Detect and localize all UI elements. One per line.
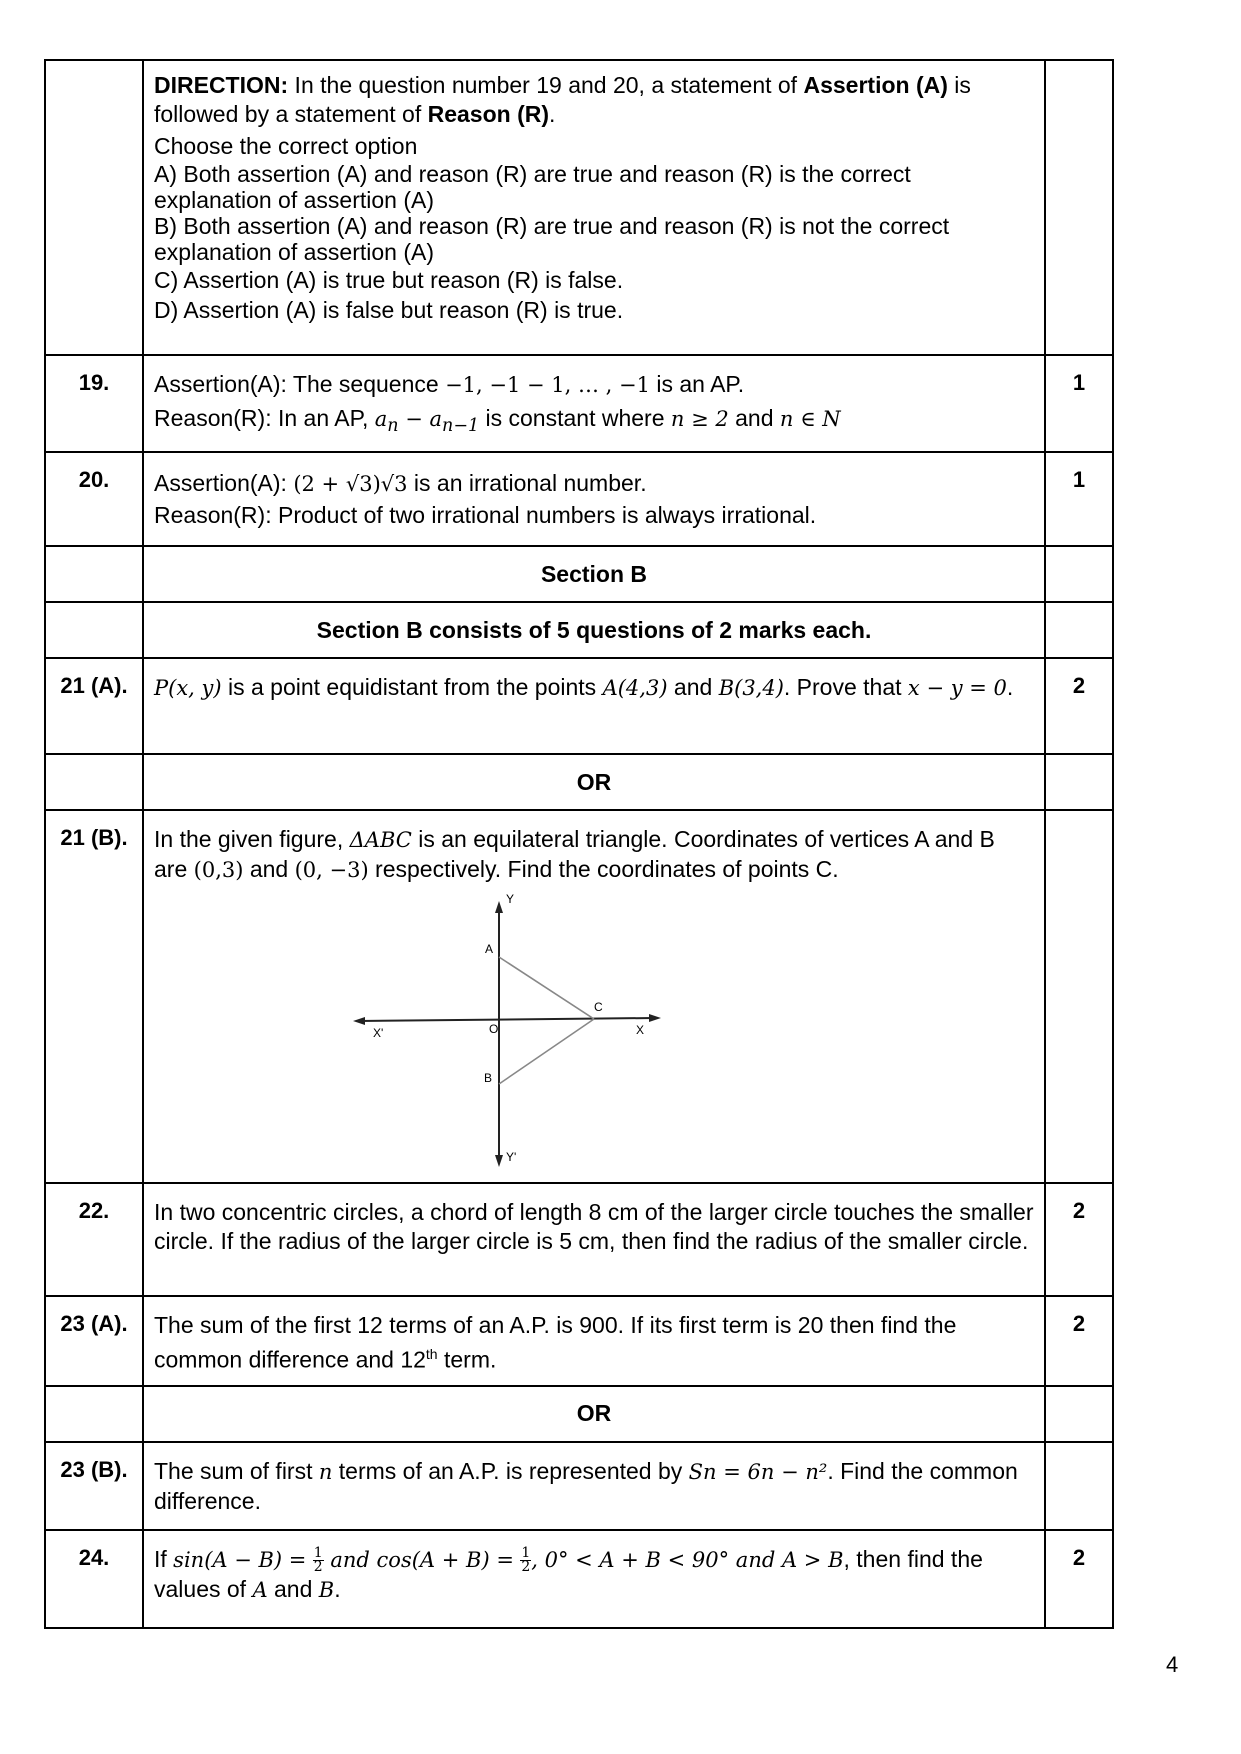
direction-text-2: is followed by a statement of xyxy=(154,72,971,127)
variable-b: B xyxy=(318,1577,335,1602)
reason-and: and xyxy=(728,405,780,431)
point-a: A(4,3) xyxy=(602,676,668,701)
label-o: O xyxy=(489,1022,499,1037)
question-row-21b xyxy=(45,810,1113,1183)
question-number: 23 (A). xyxy=(45,1296,143,1386)
text-1: The sum of first xyxy=(154,1457,319,1484)
coordinate-figure xyxy=(349,889,669,1169)
question-text: In two concentric circles, a chord of length 8 cm of the larger circle touches the smaller circle. If the radius of the larger circle is 5 cm, then find the radius of the smaller circle. xyxy=(143,1183,1045,1296)
section-subtitle: Section B consists of 5 questions of 2 marks each. xyxy=(143,602,1045,658)
text-1: The sum of the first 12 terms of an A.P. is 900. If its first term is 20 then find the common difference and 12 xyxy=(154,1312,957,1373)
fraction-numerator: 1 xyxy=(313,1545,323,1562)
sequence-math: −1, −1 − 1, … , −1 xyxy=(445,373,650,397)
equation: x − y = 0 xyxy=(907,676,1007,701)
text-2: terms of an A.P. is represented by xyxy=(332,1457,689,1484)
marks-cell xyxy=(1045,754,1113,810)
text-3: . Prove that xyxy=(783,674,908,701)
text-2: and xyxy=(667,674,719,701)
option-b: B) Both assertion (A) and reason (R) are true and reason (R) is not the correct explanation of assertion (A) xyxy=(154,213,950,265)
label-y-prime: Y' xyxy=(506,1150,517,1165)
question-number: 20. xyxy=(45,452,143,546)
marks: 2 xyxy=(1045,1183,1113,1296)
number-cell xyxy=(45,1386,143,1442)
question-number: 21 (A). xyxy=(45,658,143,754)
text-3: and xyxy=(243,856,295,883)
fraction-numerator: 1 xyxy=(521,1545,531,1562)
question-text xyxy=(143,452,1045,546)
assertion-bold: Assertion (A) xyxy=(803,72,948,98)
marks-cell xyxy=(1045,810,1113,1183)
x-arrow-left xyxy=(353,1017,365,1025)
reason-prefix: Reason(R): In an AP, xyxy=(154,405,375,431)
question-number: 22. xyxy=(45,1183,143,1296)
direction-row xyxy=(45,60,1113,355)
marks-cell xyxy=(1045,1386,1113,1442)
assertion-line xyxy=(154,370,1034,400)
question-text xyxy=(143,810,1045,1183)
label-a: A xyxy=(485,942,494,957)
question-row-23b xyxy=(45,1442,1113,1530)
x-axis xyxy=(359,1018,654,1021)
fraction-half xyxy=(313,1547,324,1574)
variable-a: A xyxy=(252,1577,268,1602)
reason-bold: Reason (R) xyxy=(427,101,550,127)
or-label: OR xyxy=(143,754,1045,810)
text-3: . Find the common difference. xyxy=(154,1457,1018,1514)
fraction-half xyxy=(520,1547,531,1574)
direction-text-1: In the question number 19 and 20, a statement of xyxy=(288,72,804,98)
an-minus-an1: $a_n - a_{n-1}$ xyxy=(374,407,480,437)
text-4: respectively. Find the coordinates of points C. xyxy=(368,856,839,883)
label-x: X xyxy=(636,1023,645,1038)
label-y: Y xyxy=(506,892,515,907)
label-b: B xyxy=(484,1071,493,1086)
question-row-23a xyxy=(45,1296,1113,1386)
text-1: In the given figure, xyxy=(154,826,350,853)
marks: 2 xyxy=(1045,658,1113,754)
question-row-19 xyxy=(45,355,1113,452)
assertion-prefix: Assertion(A): xyxy=(154,470,294,497)
or-label: OR xyxy=(143,1386,1045,1442)
text-1: is a point equidistant from the points xyxy=(221,674,603,701)
x-arrow-right xyxy=(649,1014,661,1022)
condition-2: n ∈ N xyxy=(779,407,841,431)
y-arrow-up xyxy=(495,901,503,913)
text-if: If xyxy=(154,1545,174,1572)
question-row-24 xyxy=(45,1530,1113,1628)
section-b-subtitle-row xyxy=(45,602,1113,658)
question-text xyxy=(143,1530,1045,1628)
question-number: 21 (B). xyxy=(45,810,143,1183)
label-c: C xyxy=(594,1000,603,1015)
number-cell xyxy=(45,754,143,810)
fraction-denominator: 2 xyxy=(521,1559,531,1576)
marks-cell xyxy=(1045,60,1113,355)
or-row xyxy=(45,754,1113,810)
text-4: . xyxy=(1006,674,1014,701)
assertion-suffix: is an irrational number. xyxy=(407,470,647,497)
condition-1: n ≥ 2 xyxy=(670,407,729,431)
number-cell xyxy=(45,602,143,658)
marks: 2 xyxy=(1045,1530,1113,1628)
direction-label: DIRECTION: xyxy=(154,72,289,98)
assertion-line xyxy=(154,469,1034,499)
reason-mid: is constant where xyxy=(479,405,671,431)
choose-line: Choose the correct option xyxy=(154,133,418,159)
fraction-denominator: 2 xyxy=(313,1559,323,1576)
point-b: B(3,4) xyxy=(718,676,784,701)
page-number: 4 xyxy=(1166,1652,1179,1677)
text-2: . xyxy=(334,1575,341,1602)
question-row-22 xyxy=(45,1183,1113,1296)
text-2: term. xyxy=(437,1346,497,1373)
option-c: C) Assertion (A) is true but reason (R) is false. xyxy=(154,267,624,293)
marks-cell xyxy=(1045,602,1113,658)
superscript-th: th xyxy=(425,1346,438,1363)
number-cell xyxy=(45,60,143,355)
question-text xyxy=(143,658,1045,754)
point-p: P(x, y) xyxy=(154,676,222,701)
cos-expression: and cos(A + B) = xyxy=(323,1547,514,1572)
sn-formula: Sn = 6n − n² xyxy=(688,1459,828,1484)
side-ac xyxy=(499,957,594,1019)
question-text xyxy=(143,1296,1045,1386)
direction-text xyxy=(143,60,1045,355)
sin-expression: sin(A − B) = xyxy=(173,1547,307,1572)
question-row-20 xyxy=(45,452,1113,546)
coord-a: (0,3) xyxy=(193,858,244,883)
assertion-prefix: Assertion(A): The sequence xyxy=(154,371,446,397)
option-a: A) Both assertion (A) and reason (R) are true and reason (R) is the correct explanation of assertion (A) xyxy=(154,161,911,213)
coord-b: (0, −3) xyxy=(294,858,369,883)
marks: 1 xyxy=(1045,355,1113,452)
side-bc xyxy=(499,1019,594,1084)
section-b-title-row xyxy=(45,546,1113,602)
or-row xyxy=(45,1386,1113,1442)
number-cell xyxy=(45,546,143,602)
question-table xyxy=(44,59,1114,1629)
section-title: Section B xyxy=(143,546,1045,602)
marks-cell xyxy=(1045,1442,1113,1530)
y-arrow-down xyxy=(495,1155,503,1167)
text-1: , then find the values of xyxy=(154,1545,983,1602)
question-number: 24. xyxy=(45,1530,143,1628)
assertion-suffix: is an AP. xyxy=(649,371,745,397)
angle-condition: , 0° < A + B < 90° and A > B xyxy=(531,1547,844,1572)
question-number: 23 (B). xyxy=(45,1442,143,1530)
label-x-prime: X' xyxy=(373,1026,384,1041)
question-text xyxy=(143,1442,1045,1530)
text-and: and xyxy=(267,1575,319,1602)
question-number: 19. xyxy=(45,355,143,452)
variable-n: n xyxy=(318,1459,333,1484)
direction-text-3: . xyxy=(549,101,556,127)
reason-line: Reason(R): Product of two irrational numbers is always irrational. xyxy=(154,502,817,529)
question-text xyxy=(143,355,1045,452)
marks: 1 xyxy=(1045,452,1113,546)
question-row-21a xyxy=(45,658,1113,754)
reason-line xyxy=(154,404,1034,441)
triangle-abc: ΔABC xyxy=(349,828,412,853)
text-2: is an equilateral triangle. Coordinates of vertices A and B are xyxy=(154,826,995,883)
expression-math: (2 + √3)√3 xyxy=(293,472,408,497)
marks: 2 xyxy=(1045,1296,1113,1386)
option-d: D) Assertion (A) is false but reason (R) is true. xyxy=(154,297,624,323)
marks-cell xyxy=(1045,546,1113,602)
